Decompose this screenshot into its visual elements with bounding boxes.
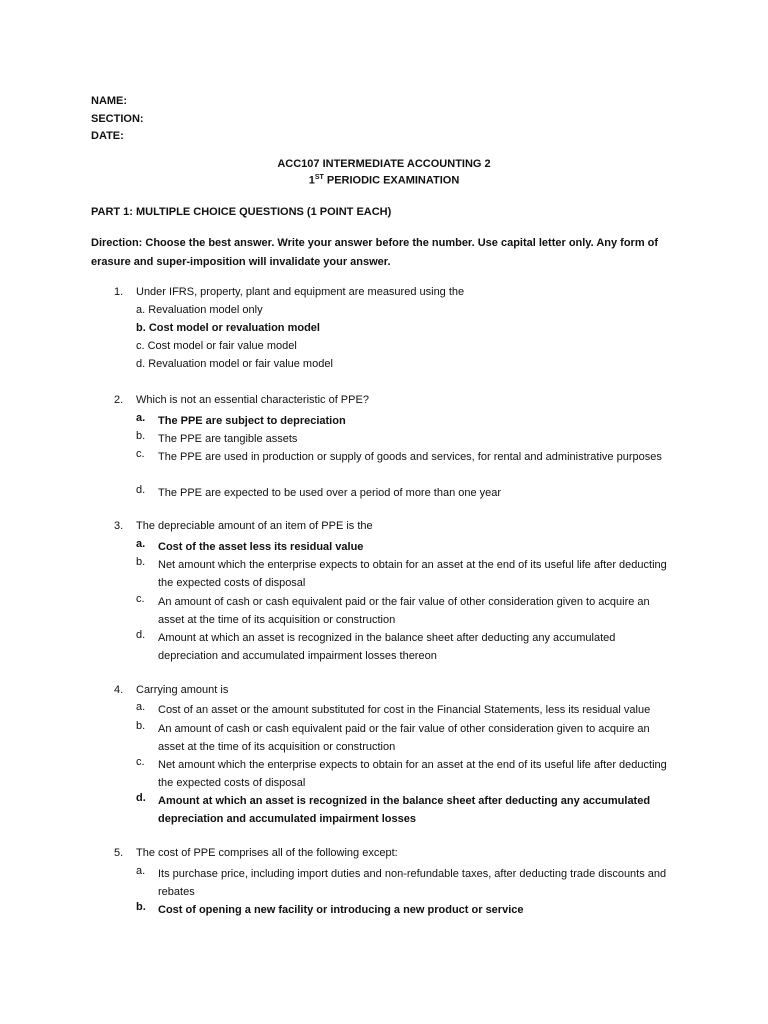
option-letter: b. [136,556,146,568]
question-number: 1. [114,286,124,298]
question-number: 4. [114,684,124,696]
option-text: Amount at which an asset is recognized in the balance sheet after deducting any accumulated depreciation and accumulated impairment losses thereon [158,632,616,662]
option-text: Its purchase price, including import duties and non-refundable taxes, after deducting trade discounts and rebates [158,868,667,898]
option-letter: a. [136,412,146,424]
option-text: An amount of cash or cash equivalent paid or the fair value of other consideration given to acquire an asset at the time of its acquisition or construction [158,723,650,753]
q1-option-c: c. Cost model or fair value model [136,340,297,352]
option-letter: b. [136,901,146,913]
option-letter: a. [136,538,146,550]
q1-option-a: a. Revaluation model only [136,304,263,316]
question-text: Carrying amount is [136,684,229,696]
date-label: DATE: [91,130,124,142]
part-heading: PART 1: MULTIPLE CHOICE QUESTIONS (1 POINT EACH) [91,206,392,218]
exam-ordinal: ST [314,174,324,181]
name-label: NAME: [91,95,128,107]
direction-text: Direction: Choose the best answer. Write your answer before the number. Use capital letter only. Any form of erasure and super-imposition will invalidate your answer. [91,237,659,268]
question-number: 2. [114,394,124,406]
question-number: 5. [114,847,124,859]
option-letter: d. [136,629,146,641]
option-letter: c. [136,593,145,605]
course-title: ACC107 INTERMEDIATE ACCOUNTING 2 [277,158,491,170]
exam-title [0,174,768,187]
option-letter: b. [136,720,146,732]
option-text: Cost of the asset less its residual value [158,541,364,553]
question-number: 3. [114,520,124,532]
option-text: The PPE are used in production or supply of goods and services, for rental and administrative purposes [158,451,662,463]
question-text: Under IFRS, property, plant and equipment are measured using the [136,286,465,298]
exam-number: 1 [308,174,315,187]
option-letter: a. [136,701,146,713]
q1-option-d: d. Revaluation model or fair value model [136,358,333,370]
option-text: Amount at which an asset is recognized in the balance sheet after deducting any accumulated depreciation and accumulated impairment losses [158,795,651,825]
question-text: The cost of PPE comprises all of the following except: [136,847,398,859]
option-text: The PPE are tangible assets [158,433,298,445]
option-letter: b. [136,430,146,442]
option-text: Cost of an asset or the amount substituted for cost in the Financial Statements, less its residual value [158,704,651,716]
option-text: The PPE are expected to be used over a period of more than one year [158,487,502,499]
option-letter: c. [136,756,145,768]
question-text: Which is not an essential characteristic of PPE? [136,394,369,406]
option-letter: a. [136,865,146,877]
option-text: The PPE are subject to depreciation [158,415,346,427]
option-text: Cost of opening a new facility or introducing a new product or service [158,904,524,916]
option-text: Net amount which the enterprise expects to obtain for an asset at the end of its useful life after deducting the expected costs of disposal [158,759,667,789]
question-text: The depreciable amount of an item of PPE is the [136,520,373,532]
option-letter: c. [136,448,145,460]
option-text: Net amount which the enterprise expects to obtain for an asset at the end of its useful life after deducting the expected costs of disposal [158,559,667,589]
exam-title-rest: PERIODIC EXAMINATION [323,174,460,187]
option-text: An amount of cash or cash equivalent paid or the fair value of other consideration given to acquire an asset at the time of its acquisition or construction [158,596,650,626]
q1-option-b: b. Cost model or revaluation model [136,322,320,334]
option-letter: d. [136,792,146,804]
section-label: SECTION: [91,113,144,125]
option-letter: d. [136,484,146,496]
